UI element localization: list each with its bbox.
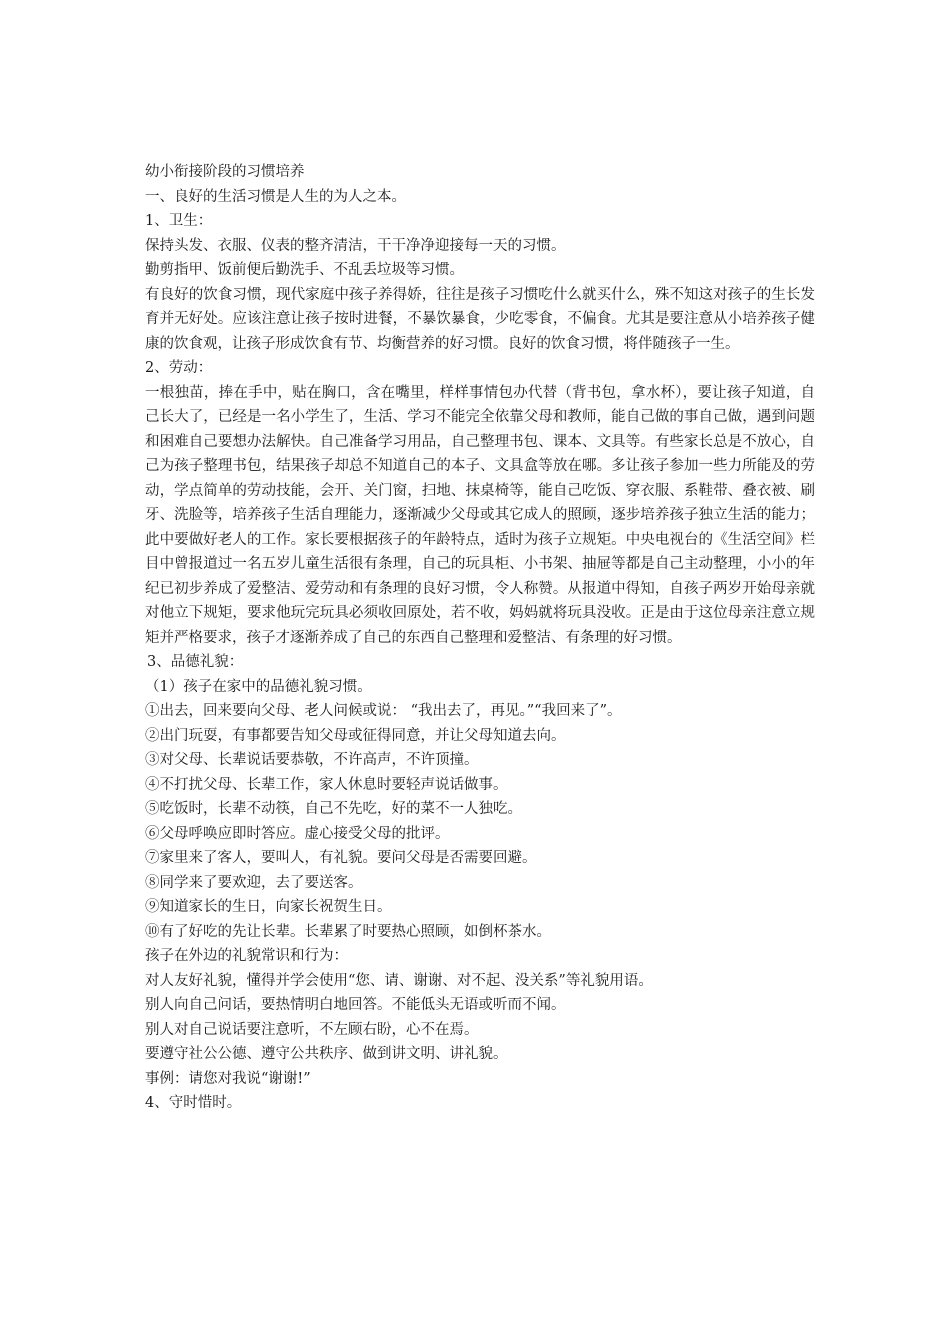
document-title: 幼小衔接阶段的习惯培养 [145,164,305,180]
list-item: ⑧同学来了要欢迎，去了要送客。 [145,874,363,891]
list-item: 别人对自己说话要注意听，不左顾右盼，心不在焉。 [145,1021,479,1038]
list-item: ⑨知道家长的生日，向家长祝贺生日。 [145,899,392,915]
section-1-line-2: 勤剪指甲、饭前便后勤洗手、不乱丢垃圾等习惯。 [145,262,464,278]
list-item: ②出门玩耍，有事都要告知父母或征得同意，并让父母知道去向。 [145,727,566,744]
outside-heading: 孩子在外边的礼貌常识和行为： [145,948,348,964]
list-item: ⑦家里来了客人，要叫人，有礼貌。要问父母是否需要回避。 [145,850,537,866]
section-3-sub-heading: （1）孩子在家中的品德礼貌习惯。 [145,678,372,695]
list-item: ③对父母、长辈说话要恭敬，不许高声，不许顶撞。 [145,752,479,768]
section-2-paragraph: 一根独苗，捧在手中，贴在胸口，含在嘴里，样样事情包办代替（背书包，拿水杯），要让孩子知道，自己长大了，已经是一名小学生了，生活、学习不能完全依靠父母和教师，能自己做的事自己做，遇到问题和困难自己要想办法解快。自己准备学习用品，自己整理书包、课本、文具等。有些家长总是不放心，自己为孩子整理书包，结果孩子却总不知道自己的本子、文具盒等放在哪。多让孩子参加一些力所能及的劳动，学点简单的劳动技能，会开、关门窗，扫地、抹桌椅等，能自己吃饭、穿衣服、系鞋带、叠衣被、刷牙、洗脸等，培养孩子生活自理能力，逐渐减少父母或其它成人的照顾，逐步培养孩子独立生活的能力； 此中要做好老人的工作。家长要根据孩子的年龄特点，适时为孩子立规矩。中央电视台的《生活空间》栏目中曾报道过一名五岁儿童生活很有条理，自己的玩具柜、小书架、抽屉等都是自己主动整理，小小的年纪已初步养成了爱整洁、爱劳动和有条理的良好习惯，令人称赞。从报道中得知，自孩子两岁开始母亲就对他立下规矩，要求他玩完玩具必须收回原处，若不收，妈妈就将玩具没收。正是由于这位母亲注意立规矩并严格要求，孩子才逐渐养成了自己的东西自己整理和爱整洁、有条理的好习惯。 [145,384,815,646]
document-page [145,160,815,1116]
list-item: ⑥父母呼唤应即时答应。虚心接受父母的批评。 [145,825,450,842]
heading-1: 一、良好的生活习惯是人生的为人之本。 [145,188,406,205]
section-4-heading: 4、守时惜时。 [145,1095,242,1111]
section-2-heading: 2、劳动： [145,360,213,376]
list-item: 别人向自己问话，要热情明白地回答。不能低头无语或听而不闻。 [145,997,566,1013]
list-item: ④不打扰父母、长辈工作，家人休息时要轻声说话做事。 [145,776,508,793]
section-1-paragraph: 有良好的饮食习惯，现代家庭中孩子养得娇，往往是孩子习惯吃什么就买什么，殊不知这对孩子的生长发育并无好处。应该注意让孩子按时进餐，不暴饮暴食，少吃零食，不偏食。尤其是要注意从小培养孩子健康的饮食观，让孩子形成饮食有节、均衡营养的好习惯。良好的饮食习惯，将伴随孩子一生。 [145,286,815,352]
list-item: 事例：请您对我说“谢谢!” [145,1070,311,1087]
section-1-line-1: 保持头发、衣服、仪表的整齐清洁，干干净净迎接每一天的习惯。 [145,237,566,254]
list-item: 要遵守社公公德、遵守公共秩序、做到讲文明、讲礼貌。 [145,1046,508,1062]
section-1-heading: 1、卫生： [145,213,213,229]
list-item: ⑩有了好吃的先让长辈。长辈累了时要热心照顾，如倒杯茶水。 [145,923,551,940]
list-item: 对人友好礼貌，懂得并学会使用“您、请、谢谢、对不起、没关系”等礼貌用语。 [145,972,653,989]
list-item: ⑤吃饭时，长辈不动筷，自己不先吃，好的菜不一人独吃。 [145,801,522,817]
section-3-heading: 3、品德礼貌： [147,654,244,670]
list-item: ①出去，回来要向父母、老人问候或说： “我出去了，再见。”“我回来了”。 [145,703,622,719]
